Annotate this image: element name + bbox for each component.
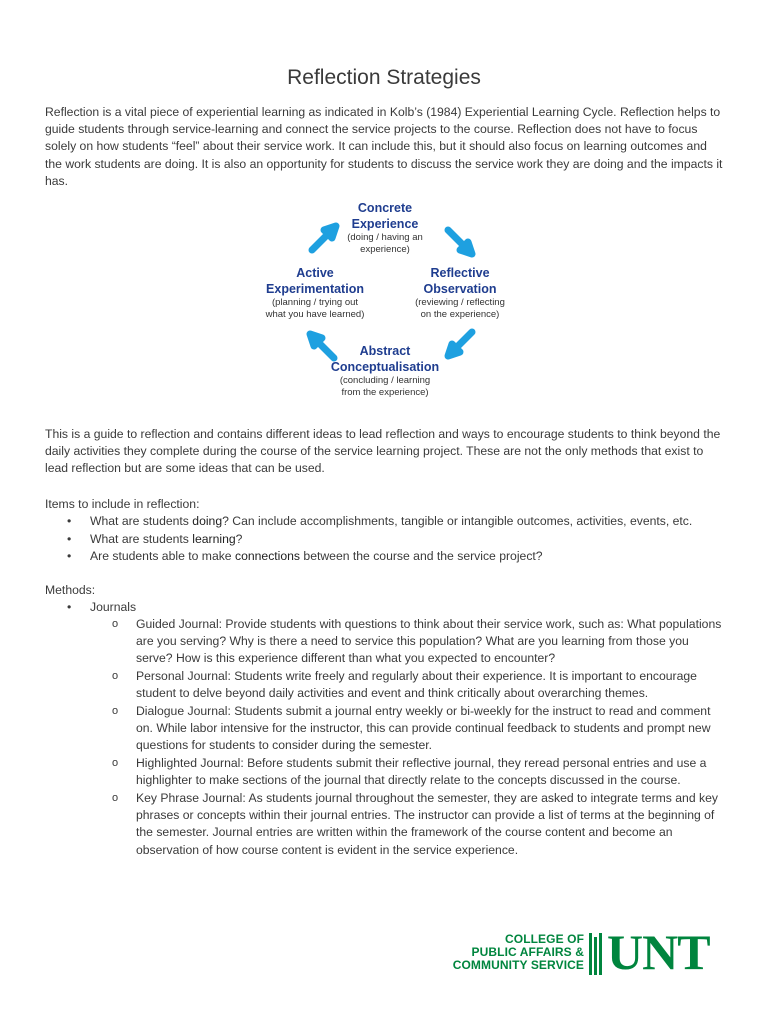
list-item: o Personal Journal: Students write freely and regularly about their experience. It is important to encourage student to delve beyond daily activities and event and think critically about overarching themes.: [112, 668, 724, 702]
logo-wordmark: UNT: [607, 924, 710, 980]
node-heading: Experience: [351, 217, 419, 231]
node-heading: Active: [296, 266, 334, 280]
journals-list: [112, 616, 724, 859]
node-heading: Conceptualisation: [330, 360, 440, 374]
guide-paragraph: This is a guide to reflection and contains different ideas to lead reflection and ways to encourage students to think beyond the daily activities they complete during the course of the service learning project. These are not the only methods that exist to lead reflection but are some ideas that can be used.: [45, 427, 721, 476]
node-subtext: (planning / trying out: [271, 297, 359, 308]
kolb-cycle-diagram: [250, 198, 520, 408]
list-item: o Highlighted Journal: Before students submit their reflective journal, they reread personal entries and use a highlighter to make sections of the journal that directly relate to the concepts discussed in the course.: [112, 755, 724, 789]
arrow-up-right-icon: [306, 220, 342, 256]
list-item: [45, 531, 735, 549]
item-text: What are students: [90, 531, 193, 546]
list-item: o Key Phrase Journal: As students journal throughout the semester, they are asked to integrate terms and key phrases or concepts within their journal entries. The instructor can provide a list of terms at the beginning of the semester. Journal entries are written within the framework of the course content and become an observation of how course content is evident in the service experience.: [112, 790, 724, 859]
item-keyword: learning: [192, 531, 236, 546]
journals-label: Journals: [90, 600, 137, 614]
item-text: ?: [235, 531, 243, 546]
list-item: [45, 513, 735, 531]
item-keyword: doing: [192, 514, 223, 528]
list-item: [45, 548, 735, 566]
item-text: between the course and the service project?: [300, 549, 543, 563]
node-subtext: what you have learned): [265, 309, 365, 320]
arrow-down-left-icon: [442, 326, 478, 362]
item-text: ? Can include accomplishments, tangible or intangible outcomes, activities, events, etc.: [222, 514, 693, 528]
journals-bullet: [67, 599, 136, 616]
logo-eagle-mark-icon: [589, 933, 603, 975]
node-heading: Observation: [423, 282, 497, 296]
item-keyword: connections: [234, 549, 301, 563]
logo-line: COLLEGE OF: [505, 932, 584, 946]
node-subtext: (reviewing / reflecting: [415, 297, 505, 308]
node-subtext: (concluding / learning: [339, 375, 431, 386]
items-list: [45, 513, 735, 566]
logo-college-text: [453, 933, 584, 972]
list-item: o Dialogue Journal: Students submit a journal entry weekly or bi-weekly for the instruct to read and comment on. While labor intensive for the instructor, this can provide continual feedback to students and prompt new questions for students to consider during the semester.: [112, 703, 724, 755]
item-text: Are students able to make: [90, 549, 235, 563]
item-text: What are students: [90, 514, 193, 528]
intro-paragraph: Reflection is a vital piece of experiential learning as indicated in Kolb’s (1984) Experiential Learning Cycle. Reflection helps to guide students through service-learning and connect the service projects to the course. Reflection does not have to focus solely on how students “feel” about their service work. It can include this, but it should also focus on learning outcomes and the work students are doing. It is also an opportunity for students to discuss the service work they are doing and the impacts it has.: [45, 105, 723, 188]
methods-heading: Methods:: [45, 583, 96, 597]
bullet-icon: •: [67, 600, 72, 614]
items-heading: Items to include in reflection:: [45, 497, 200, 511]
cycle-node-active-experimentation: [250, 265, 380, 321]
node-subtext: experience): [360, 244, 410, 255]
logo-line: COMMUNITY SERVICE: [452, 958, 584, 972]
node-heading: Abstract: [359, 344, 411, 358]
page-title: Reflection Strategies: [287, 66, 481, 89]
logo-line: PUBLIC AFFAIRS &: [471, 945, 584, 959]
unt-college-logo: [437, 924, 729, 980]
node-subtext: on the experience): [420, 309, 500, 320]
list-item: o Guided Journal: Provide students with questions to think about their service work, such as: What populations are you serving? Why is there a need to service this population? What are you learning from those you serve? How is this experience different than what you expected to encounter?: [112, 616, 724, 668]
arrow-up-left-icon: [304, 328, 340, 364]
node-heading: Concrete: [357, 201, 413, 215]
node-heading: Reflective: [430, 266, 490, 280]
arrow-down-right-icon: [442, 224, 478, 260]
node-subtext: (doing / having an: [347, 232, 423, 243]
cycle-node-reflective-observation: [400, 265, 520, 321]
node-heading: Experimentation: [266, 282, 364, 296]
node-subtext: from the experience): [341, 387, 429, 398]
